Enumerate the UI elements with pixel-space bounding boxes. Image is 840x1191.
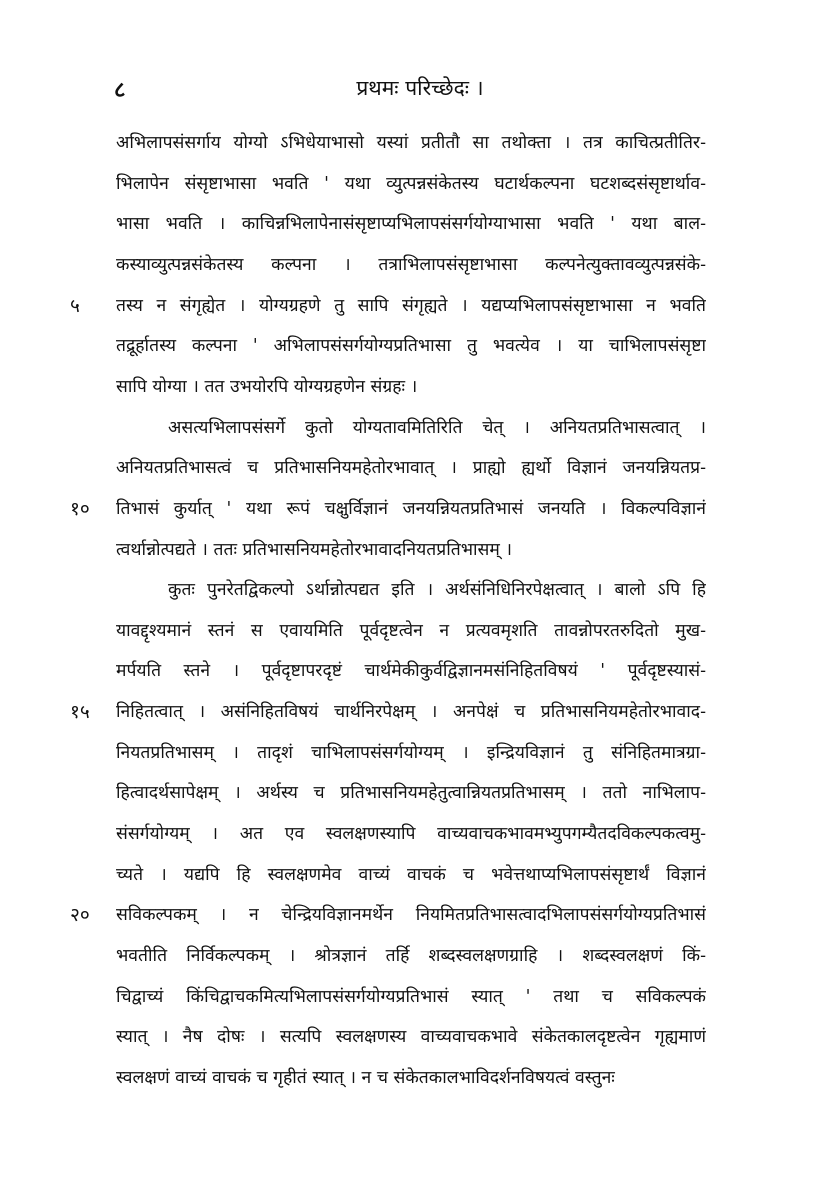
text-line: सापि योग्या । तत उभयोरपि योग्यग्रहणेन संग्रहः । bbox=[116, 377, 418, 397]
page-number: ८ bbox=[114, 77, 126, 103]
text-line: निहितत्वात् । असंनिहितविषयं चार्थनिरपेक्षम् । अनपेक्षं च प्रतिभासनियमहेतोरभावाद- bbox=[116, 702, 706, 722]
text-line: तिभासं कुर्यात् ' यथा रूपं चक्षुर्विज्ञानं जनयन्नियतप्रतिभासं जनयति । विकल्पविज्ञानं bbox=[116, 499, 706, 519]
text-line: नियतप्रतिभासम् । तादृशं चाभिलापसंसर्गयोग्यम् । इन्द्रियविज्ञानं तु संनिहितमात्रग्रा- bbox=[116, 743, 706, 763]
text-line: तस्य न संगृह्येत । योग्यग्रहणे तु सापि संगृह्यते । यद्यप्यभिलापसंसृष्टाभासा न भवति bbox=[116, 296, 706, 316]
text-line: त्वर्थान्नोत्पद्यते । ततः प्रतिभासनियमहेतोरभावादनियतप्रतिभासम् । bbox=[116, 540, 513, 560]
text-line: भवतीति निर्विकल्पकम् । श्रोत्रज्ञानं तर्हि शब्दस्वलक्षणग्राहि । शब्दस्वलक्षणं किं- bbox=[116, 946, 706, 966]
text-line: च्यते । यद्यपि हि स्वलक्षणमेव वाच्यं वाचकं च भवेत्तथाप्यभिलापसंसृष्टार्थं विज्ञानं bbox=[116, 865, 706, 885]
text-line: भासा भवति । काचिन्नभिलापेनासंसृष्टाप्यभिलापसंसर्गयोग्याभासा भवति ' यथा बाल- bbox=[116, 214, 706, 234]
line-number: १० bbox=[70, 498, 90, 520]
text-line: अभिलापसंसर्गाय योग्यो ऽभिधेयाभासो यस्यां प्रतीतौ सा तथोक्ता । तत्र काचित्प्रतीतिर- bbox=[116, 133, 706, 153]
text-line: अनियतप्रतिभासत्वं च प्रतिभासनियमहेतोरभावात् । प्राह्यो ह्यर्थो विज्ञानं जनयन्नियतप्र- bbox=[116, 458, 706, 478]
text-line: मर्पयति स्तने । पूर्वदृष्टापरदृष्टं चार्थमेकीकुर्वद्विज्ञानमसंनिहितविषयं ' पूर्वदृष्टस्यासं- bbox=[116, 661, 706, 681]
running-head: प्रथमः परिच्छेदः । bbox=[356, 76, 484, 100]
line-number: १५ bbox=[70, 701, 90, 723]
text-line: संसर्गयोग्यम् । अत एव स्वलक्षणस्यापि वाच्यवाचकभावमभ्युपगम्यैतदविकल्पकत्वमु- bbox=[116, 824, 706, 844]
text-line: स्वलक्षणं वाच्यं वाचकं च गृहीतं स्यात् । न च संकेतकालभाविदर्शनविषयत्वं वस्तुनः bbox=[116, 1068, 615, 1088]
page-header bbox=[100, 74, 740, 114]
text-line: तद्रूर्हातस्य कल्पना ' अभिलापसंसर्गयोग्यप्रतिभासा तु भवत्येव । या चाभिलापसंसृष्टा bbox=[116, 336, 706, 356]
text-line: यावद्दृश्यमानं स्तनं स एवायमिति पूर्वदृष्टत्वेन न प्रत्यवमृशति तावन्नोपरतरुदितो मुख- bbox=[116, 621, 706, 641]
text-line: कुतः पुनरेतद्विकल्पो ऽर्थान्नोत्पद्यत इति । अर्थसंनिधिनिरपेक्षत्वात् । बालो ऽपि हि bbox=[168, 580, 706, 600]
text-line: असत्यभिलापसंसर्गे कुतो योग्यतावमितिरिति चेत् । अनियतप्रतिभासत्वात् । bbox=[168, 418, 706, 438]
text-line: सविकल्पकम् । न चेन्द्रियविज्ञानमर्थेन नियमितप्रतिभासत्वादभिलापसंसर्गयोग्यप्रतिभासं bbox=[116, 905, 706, 925]
text-line: हित्वादर्थसापेक्षम् । अर्थस्य च प्रतिभासनियमहेतुत्वान्नियतप्रतिभासम् । ततो नाभिलाप- bbox=[116, 783, 706, 803]
line-number: ५ bbox=[70, 295, 80, 317]
text-line: कस्याव्युत्पन्नसंकेतस्य कल्पना । तत्राभिलापसंसृष्टाभासा कल्पनेत्युक्तावव्युत्पन्नसंके- bbox=[116, 255, 706, 275]
text-line: चिद्वाच्यं किंचिद्वाचकमित्यभिलापसंसर्गयोग्यप्रतिभासं स्यात् ' तथा च सविकल्पकं bbox=[116, 987, 706, 1007]
line-number: २० bbox=[70, 904, 90, 926]
text-line: स्यात् । नैष दोषः । सत्यपि स्वलक्षणस्य वाच्यवाचकभावे संकेतकालदृष्टत्वेन गृह्यमाणं bbox=[116, 1027, 706, 1047]
text-line: भिलापेन संसृष्टाभासा भवति ' यथा व्युत्पन्नसंकेतस्य घटार्थकल्पना घटशब्दसंसृष्टार्थाव- bbox=[116, 174, 706, 194]
